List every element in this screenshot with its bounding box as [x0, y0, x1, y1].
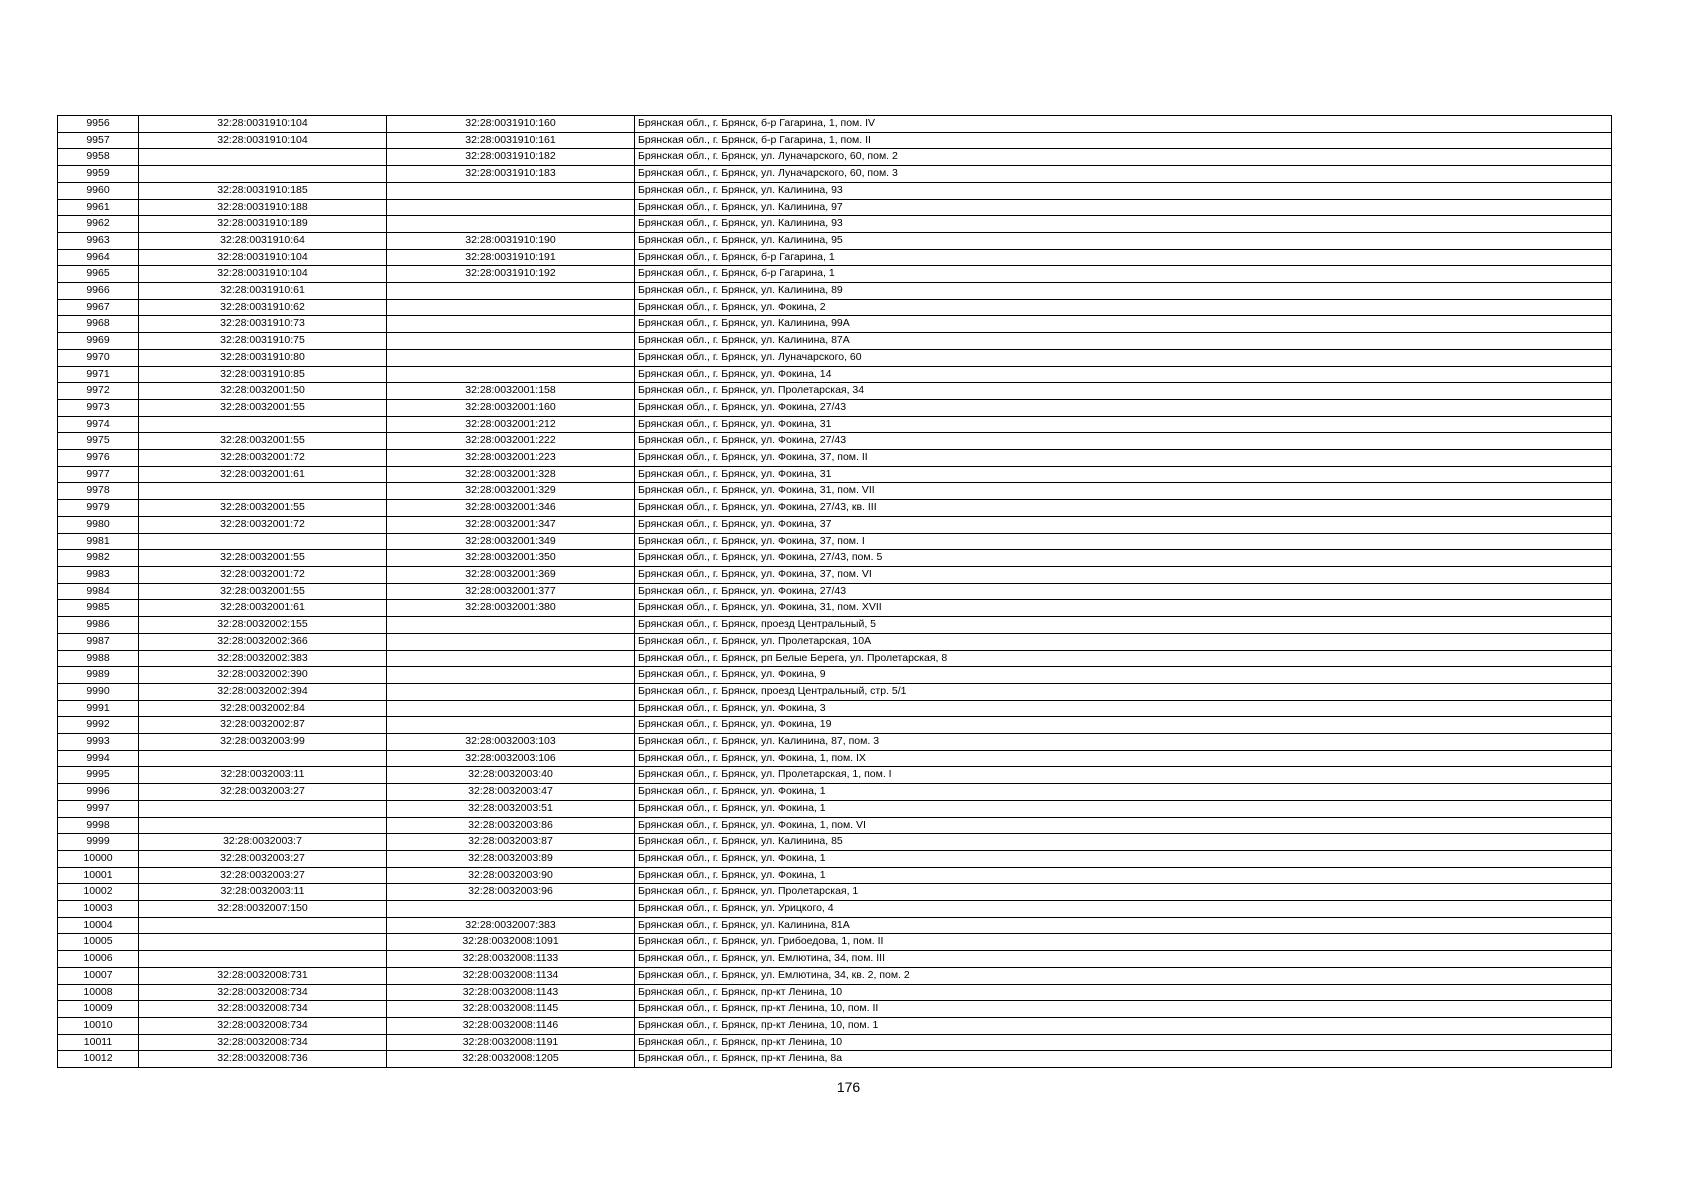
table-row	[58, 650, 1612, 667]
table-row	[58, 633, 1612, 650]
table-row	[58, 1034, 1612, 1051]
address-cell: Брянская обл., г. Брянск, ул. Калинина, 87, пом. 3	[635, 734, 1612, 751]
table-row	[58, 901, 1612, 918]
row-number-cell: 10000	[58, 850, 139, 867]
table-row	[58, 316, 1612, 333]
table-row	[58, 383, 1612, 400]
row-number-cell: 9958	[58, 149, 139, 166]
parcel-number-cell: 32:28:0032002:366	[139, 633, 387, 650]
address-cell: Брянская обл., г. Брянск, ул. Фокина, 1	[635, 784, 1612, 801]
address-cell: Брянская обл., г. Брянск, ул. Фокина, 3	[635, 700, 1612, 717]
address-cell: Брянская обл., г. Брянск, ул. Луначарского, 60	[635, 349, 1612, 366]
address-cell: Брянская обл., г. Брянск, пр-кт Ленина, 10, пом. II	[635, 1001, 1612, 1018]
row-number-cell: 10009	[58, 1001, 139, 1018]
row-number-cell: 10002	[58, 884, 139, 901]
object-number-cell: 32:28:0031910:183	[387, 166, 635, 183]
address-cell: Брянская обл., г. Брянск, ул. Фокина, 1	[635, 850, 1612, 867]
address-cell: Брянская обл., г. Брянск, ул. Фокина, 1	[635, 867, 1612, 884]
address-cell: Брянская обл., г. Брянск, ул. Фокина, 27/43	[635, 583, 1612, 600]
parcel-number-cell: 32:28:0032001:50	[139, 383, 387, 400]
object-number-cell: 32:28:0032008:1091	[387, 934, 635, 951]
object-number-cell: 32:28:0032008:1205	[387, 1051, 635, 1068]
table-row	[58, 232, 1612, 249]
row-number-cell: 9978	[58, 483, 139, 500]
address-cell: Брянская обл., г. Брянск, ул. Фокина, 14	[635, 366, 1612, 383]
parcel-number-cell: 32:28:0032001:61	[139, 466, 387, 483]
parcel-number-cell: 32:28:0031910:73	[139, 316, 387, 333]
address-cell: Брянская обл., г. Брянск, б-р Гагарина, 1, пом. II	[635, 132, 1612, 149]
object-number-cell: 32:28:0032003:89	[387, 850, 635, 867]
parcel-number-cell: 32:28:0032001:72	[139, 566, 387, 583]
object-number-cell: 32:28:0032001:349	[387, 533, 635, 550]
table-row	[58, 767, 1612, 784]
table-row	[58, 951, 1612, 968]
parcel-number-cell: 32:28:0032008:734	[139, 984, 387, 1001]
object-number-cell	[387, 667, 635, 684]
row-number-cell: 9956	[58, 116, 139, 133]
address-cell: Брянская обл., г. Брянск, ул. Фокина, 1	[635, 800, 1612, 817]
row-number-cell: 9975	[58, 433, 139, 450]
row-number-cell: 10011	[58, 1034, 139, 1051]
row-number-cell: 9963	[58, 232, 139, 249]
object-number-cell: 32:28:0032001:158	[387, 383, 635, 400]
row-number-cell: 9976	[58, 450, 139, 467]
address-cell: Брянская обл., г. Брянск, ул. Фокина, 1, пом. VI	[635, 817, 1612, 834]
table-row	[58, 533, 1612, 550]
parcel-number-cell: 32:28:0031910:104	[139, 249, 387, 266]
parcel-number-cell: 32:28:0032001:55	[139, 583, 387, 600]
table-row	[58, 967, 1612, 984]
row-number-cell: 9987	[58, 633, 139, 650]
table-row	[58, 1001, 1612, 1018]
table-row	[58, 516, 1612, 533]
row-number-cell: 9957	[58, 132, 139, 149]
address-cell: Брянская обл., г. Брянск, проезд Центральный, стр. 5/1	[635, 683, 1612, 700]
object-number-cell: 32:28:0032007:383	[387, 917, 635, 934]
parcel-number-cell: 32:28:0032003:27	[139, 784, 387, 801]
table-row	[58, 934, 1612, 951]
row-number-cell: 9966	[58, 283, 139, 300]
table-row	[58, 500, 1612, 517]
parcel-number-cell: 32:28:0031910:61	[139, 283, 387, 300]
object-number-cell: 32:28:0032008:1191	[387, 1034, 635, 1051]
parcel-number-cell: 32:28:0032001:55	[139, 550, 387, 567]
object-number-cell	[387, 349, 635, 366]
table-row	[58, 299, 1612, 316]
table-row	[58, 333, 1612, 350]
object-number-cell: 32:28:0032003:40	[387, 767, 635, 784]
row-number-cell: 10010	[58, 1017, 139, 1034]
object-number-cell: 32:28:0031910:190	[387, 232, 635, 249]
parcel-number-cell: 32:28:0032008:734	[139, 1001, 387, 1018]
address-cell: Брянская обл., г. Брянск, ул. Фокина, 31, пом. XVII	[635, 600, 1612, 617]
row-number-cell: 9982	[58, 550, 139, 567]
cadastral-table	[57, 115, 1612, 1068]
object-number-cell: 32:28:0032003:96	[387, 884, 635, 901]
object-number-cell: 32:28:0031910:161	[387, 132, 635, 149]
address-cell: Брянская обл., г. Брянск, ул. Фокина, 1, пом. IX	[635, 750, 1612, 767]
object-number-cell: 32:28:0031910:191	[387, 249, 635, 266]
table-row	[58, 834, 1612, 851]
parcel-number-cell	[139, 934, 387, 951]
address-cell: Брянская обл., г. Брянск, рп Белые Берега, ул. Пролетарская, 8	[635, 650, 1612, 667]
table-row	[58, 867, 1612, 884]
object-number-cell: 32:28:0032003:103	[387, 734, 635, 751]
row-number-cell: 10005	[58, 934, 139, 951]
row-number-cell: 9972	[58, 383, 139, 400]
address-cell: Брянская обл., г. Брянск, ул. Калинина, 93	[635, 216, 1612, 233]
row-number-cell: 10012	[58, 1051, 139, 1068]
row-number-cell: 9990	[58, 683, 139, 700]
table-row	[58, 583, 1612, 600]
table-row	[58, 800, 1612, 817]
object-number-cell	[387, 283, 635, 300]
object-number-cell: 32:28:0032003:90	[387, 867, 635, 884]
object-number-cell	[387, 316, 635, 333]
table-row	[58, 266, 1612, 283]
address-cell: Брянская обл., г. Брянск, ул. Калинина, 93	[635, 182, 1612, 199]
address-cell: Брянская обл., г. Брянск, ул. Пролетарская, 34	[635, 383, 1612, 400]
parcel-number-cell: 32:28:0031910:80	[139, 349, 387, 366]
row-number-cell: 9980	[58, 516, 139, 533]
parcel-number-cell: 32:28:0032001:72	[139, 516, 387, 533]
row-number-cell: 9993	[58, 734, 139, 751]
row-number-cell: 9977	[58, 466, 139, 483]
object-number-cell: 32:28:0032008:1133	[387, 951, 635, 968]
address-cell: Брянская обл., г. Брянск, ул. Фокина, 31	[635, 416, 1612, 433]
address-cell: Брянская обл., г. Брянск, б-р Гагарина, 1, пом. IV	[635, 116, 1612, 133]
object-number-cell	[387, 617, 635, 634]
parcel-number-cell: 32:28:0032008:736	[139, 1051, 387, 1068]
object-number-cell	[387, 633, 635, 650]
object-number-cell: 32:28:0032001:222	[387, 433, 635, 450]
parcel-number-cell: 32:28:0032008:734	[139, 1034, 387, 1051]
address-cell: Брянская обл., г. Брянск, ул. Луначарского, 60, пом. 3	[635, 166, 1612, 183]
table-row	[58, 366, 1612, 383]
parcel-number-cell: 32:28:0031910:62	[139, 299, 387, 316]
row-number-cell: 9964	[58, 249, 139, 266]
table-row	[58, 182, 1612, 199]
row-number-cell: 9984	[58, 583, 139, 600]
address-cell: Брянская обл., г. Брянск, ул. Фокина, 27/43	[635, 399, 1612, 416]
row-number-cell: 9969	[58, 333, 139, 350]
table-row	[58, 166, 1612, 183]
object-number-cell	[387, 333, 635, 350]
table-row	[58, 483, 1612, 500]
row-number-cell: 9983	[58, 566, 139, 583]
parcel-number-cell: 32:28:0031910:188	[139, 199, 387, 216]
address-cell: Брянская обл., г. Брянск, ул. Фокина, 31, пом. VII	[635, 483, 1612, 500]
object-number-cell: 32:28:0032001:329	[387, 483, 635, 500]
row-number-cell: 9985	[58, 600, 139, 617]
address-cell: Брянская обл., г. Брянск, ул. Пролетарская, 1, пом. I	[635, 767, 1612, 784]
address-cell: Брянская обл., г. Брянск, пр-кт Ленина, 10	[635, 984, 1612, 1001]
object-number-cell	[387, 182, 635, 199]
parcel-number-cell: 32:28:0032001:55	[139, 399, 387, 416]
object-number-cell: 32:28:0032003:51	[387, 800, 635, 817]
parcel-number-cell: 32:28:0031910:185	[139, 182, 387, 199]
address-cell: Брянская обл., г. Брянск, б-р Гагарина, 1	[635, 266, 1612, 283]
row-number-cell: 9968	[58, 316, 139, 333]
table-row	[58, 399, 1612, 416]
address-cell: Брянская обл., г. Брянск, ул. Калинина, 95	[635, 232, 1612, 249]
row-number-cell: 9967	[58, 299, 139, 316]
row-number-cell: 9959	[58, 166, 139, 183]
row-number-cell: 10007	[58, 967, 139, 984]
parcel-number-cell: 32:28:0032003:99	[139, 734, 387, 751]
row-number-cell: 9989	[58, 667, 139, 684]
parcel-number-cell: 32:28:0032007:150	[139, 901, 387, 918]
object-number-cell: 32:28:0032003:47	[387, 784, 635, 801]
row-number-cell: 9974	[58, 416, 139, 433]
object-number-cell: 32:28:0032003:86	[387, 817, 635, 834]
object-number-cell: 32:28:0032001:350	[387, 550, 635, 567]
object-number-cell: 32:28:0031910:160	[387, 116, 635, 133]
object-number-cell: 32:28:0032008:1134	[387, 967, 635, 984]
address-cell: Брянская обл., г. Брянск, пр-кт Ленина, 10, пом. 1	[635, 1017, 1612, 1034]
address-cell: Брянская обл., г. Брянск, ул. Грибоедова, 1, пом. II	[635, 934, 1612, 951]
table-row	[58, 450, 1612, 467]
address-cell: Брянская обл., г. Брянск, ул. Фокина, 27/43	[635, 433, 1612, 450]
address-cell: Брянская обл., г. Брянск, ул. Фокина, 37, пом. VI	[635, 566, 1612, 583]
row-number-cell: 9998	[58, 817, 139, 834]
table-row	[58, 566, 1612, 583]
parcel-number-cell: 32:28:0032001:72	[139, 450, 387, 467]
parcel-number-cell	[139, 750, 387, 767]
parcel-number-cell: 32:28:0032002:394	[139, 683, 387, 700]
address-cell: Брянская обл., г. Брянск, ул. Емлютина, 34, кв. 2, пом. 2	[635, 967, 1612, 984]
parcel-number-cell: 32:28:0032008:731	[139, 967, 387, 984]
parcel-number-cell: 32:28:0032002:87	[139, 717, 387, 734]
object-number-cell: 32:28:0032001:328	[387, 466, 635, 483]
parcel-number-cell: 32:28:0032002:390	[139, 667, 387, 684]
table-row	[58, 1017, 1612, 1034]
parcel-number-cell: 32:28:0031910:189	[139, 216, 387, 233]
parcel-number-cell	[139, 483, 387, 500]
row-number-cell: 10003	[58, 901, 139, 918]
address-cell: Брянская обл., г. Брянск, ул. Фокина, 9	[635, 667, 1612, 684]
row-number-cell: 9961	[58, 199, 139, 216]
address-cell: Брянская обл., г. Брянск, пр-кт Ленина, 8а	[635, 1051, 1612, 1068]
object-number-cell: 32:28:0032001:160	[387, 399, 635, 416]
address-cell: Брянская обл., г. Брянск, ул. Пролетарская, 10А	[635, 633, 1612, 650]
parcel-number-cell: 32:28:0031910:104	[139, 116, 387, 133]
row-number-cell: 9979	[58, 500, 139, 517]
row-number-cell: 9965	[58, 266, 139, 283]
row-number-cell: 9981	[58, 533, 139, 550]
address-cell: Брянская обл., г. Брянск, ул. Урицкого, 4	[635, 901, 1612, 918]
row-number-cell: 9962	[58, 216, 139, 233]
table-row	[58, 149, 1612, 166]
address-cell: Брянская обл., г. Брянск, б-р Гагарина, 1	[635, 249, 1612, 266]
address-cell: Брянская обл., г. Брянск, пр-кт Ленина, 10	[635, 1034, 1612, 1051]
object-number-cell: 32:28:0032001:346	[387, 500, 635, 517]
row-number-cell: 10004	[58, 917, 139, 934]
parcel-number-cell	[139, 416, 387, 433]
row-number-cell: 9991	[58, 700, 139, 717]
table-row	[58, 784, 1612, 801]
address-cell: Брянская обл., г. Брянск, ул. Емлютина, 34, пом. III	[635, 951, 1612, 968]
parcel-number-cell: 32:28:0032001:55	[139, 433, 387, 450]
row-number-cell: 9973	[58, 399, 139, 416]
object-number-cell: 32:28:0032001:369	[387, 566, 635, 583]
parcel-number-cell: 32:28:0032002:155	[139, 617, 387, 634]
table-row	[58, 700, 1612, 717]
row-number-cell: 9994	[58, 750, 139, 767]
object-number-cell	[387, 366, 635, 383]
parcel-number-cell	[139, 800, 387, 817]
object-number-cell: 32:28:0032001:380	[387, 600, 635, 617]
row-number-cell: 9999	[58, 834, 139, 851]
parcel-number-cell: 32:28:0032003:7	[139, 834, 387, 851]
row-number-cell: 9988	[58, 650, 139, 667]
object-number-cell: 32:28:0031910:182	[387, 149, 635, 166]
table-row	[58, 617, 1612, 634]
row-number-cell: 10008	[58, 984, 139, 1001]
row-number-cell: 9970	[58, 349, 139, 366]
table-row	[58, 850, 1612, 867]
table-row	[58, 116, 1612, 133]
parcel-number-cell: 32:28:0031910:104	[139, 266, 387, 283]
address-cell: Брянская обл., г. Брянск, ул. Фокина, 37	[635, 516, 1612, 533]
table-row	[58, 683, 1612, 700]
parcel-number-cell: 32:28:0032002:84	[139, 700, 387, 717]
address-cell: Брянская обл., г. Брянск, ул. Фокина, 37, пом. I	[635, 533, 1612, 550]
address-cell: Брянская обл., г. Брянск, ул. Калинина, 97	[635, 199, 1612, 216]
parcel-number-cell	[139, 533, 387, 550]
object-number-cell: 32:28:0032008:1146	[387, 1017, 635, 1034]
row-number-cell: 10006	[58, 951, 139, 968]
table-row	[58, 283, 1612, 300]
row-number-cell: 9971	[58, 366, 139, 383]
table-row	[58, 199, 1612, 216]
parcel-number-cell: 32:28:0031910:75	[139, 333, 387, 350]
address-cell: Брянская обл., г. Брянск, ул. Калинина, 87А	[635, 333, 1612, 350]
table-row	[58, 734, 1612, 751]
address-cell: Брянская обл., г. Брянск, ул. Калинина, 89	[635, 283, 1612, 300]
row-number-cell: 9960	[58, 182, 139, 199]
table-row	[58, 1051, 1612, 1068]
parcel-number-cell: 32:28:0032002:383	[139, 650, 387, 667]
table-body	[58, 116, 1612, 1068]
row-number-cell: 9995	[58, 767, 139, 784]
object-number-cell	[387, 717, 635, 734]
table-row	[58, 817, 1612, 834]
address-cell: Брянская обл., г. Брянск, ул. Фокина, 31	[635, 466, 1612, 483]
object-number-cell: 32:28:0031910:192	[387, 266, 635, 283]
table-row	[58, 884, 1612, 901]
object-number-cell	[387, 700, 635, 717]
row-number-cell: 9986	[58, 617, 139, 634]
address-cell: Брянская обл., г. Брянск, ул. Пролетарская, 1	[635, 884, 1612, 901]
object-number-cell: 32:28:0032008:1145	[387, 1001, 635, 1018]
parcel-number-cell	[139, 917, 387, 934]
table-row	[58, 667, 1612, 684]
table-row	[58, 717, 1612, 734]
parcel-number-cell: 32:28:0031910:64	[139, 232, 387, 249]
object-number-cell: 32:28:0032001:223	[387, 450, 635, 467]
table-row	[58, 550, 1612, 567]
address-cell: Брянская обл., г. Брянск, ул. Фокина, 37, пом. II	[635, 450, 1612, 467]
address-cell: Брянская обл., г. Брянск, проезд Центральный, 5	[635, 617, 1612, 634]
parcel-number-cell: 32:28:0032001:61	[139, 600, 387, 617]
parcel-number-cell: 32:28:0032001:55	[139, 500, 387, 517]
table-row	[58, 349, 1612, 366]
object-number-cell	[387, 299, 635, 316]
address-cell: Брянская обл., г. Брянск, ул. Фокина, 19	[635, 717, 1612, 734]
object-number-cell	[387, 650, 635, 667]
address-cell: Брянская обл., г. Брянск, ул. Фокина, 27/43, кв. III	[635, 500, 1612, 517]
parcel-number-cell: 32:28:0032003:11	[139, 884, 387, 901]
parcel-number-cell	[139, 817, 387, 834]
parcel-number-cell: 32:28:0032003:11	[139, 767, 387, 784]
object-number-cell: 32:28:0032001:347	[387, 516, 635, 533]
object-number-cell: 32:28:0032001:212	[387, 416, 635, 433]
parcel-number-cell	[139, 166, 387, 183]
table-row	[58, 433, 1612, 450]
table-row	[58, 466, 1612, 483]
table-row	[58, 600, 1612, 617]
row-number-cell: 9992	[58, 717, 139, 734]
table-row	[58, 416, 1612, 433]
object-number-cell	[387, 901, 635, 918]
parcel-number-cell: 32:28:0031910:104	[139, 132, 387, 149]
object-number-cell	[387, 683, 635, 700]
row-number-cell: 10001	[58, 867, 139, 884]
parcel-number-cell: 32:28:0032003:27	[139, 867, 387, 884]
parcel-number-cell: 32:28:0032008:734	[139, 1017, 387, 1034]
table-row	[58, 249, 1612, 266]
address-cell: Брянская обл., г. Брянск, ул. Калинина, 81А	[635, 917, 1612, 934]
table-row	[58, 750, 1612, 767]
table-row	[58, 216, 1612, 233]
parcel-number-cell: 32:28:0032003:27	[139, 850, 387, 867]
object-number-cell: 32:28:0032003:106	[387, 750, 635, 767]
address-cell: Брянская обл., г. Брянск, ул. Калинина, 85	[635, 834, 1612, 851]
row-number-cell: 9996	[58, 784, 139, 801]
address-cell: Брянская обл., г. Брянск, ул. Луначарского, 60, пом. 2	[635, 149, 1612, 166]
table-row	[58, 917, 1612, 934]
page-number: 176	[836, 1079, 861, 1095]
parcel-number-cell	[139, 149, 387, 166]
object-number-cell: 32:28:0032001:377	[387, 583, 635, 600]
address-cell: Брянская обл., г. Брянск, ул. Фокина, 27/43, пом. 5	[635, 550, 1612, 567]
parcel-number-cell: 32:28:0031910:85	[139, 366, 387, 383]
row-number-cell: 9997	[58, 800, 139, 817]
object-number-cell	[387, 199, 635, 216]
object-number-cell: 32:28:0032003:87	[387, 834, 635, 851]
parcel-number-cell	[139, 951, 387, 968]
object-number-cell	[387, 216, 635, 233]
object-number-cell: 32:28:0032008:1143	[387, 984, 635, 1001]
table-row	[58, 132, 1612, 149]
address-cell: Брянская обл., г. Брянск, ул. Калинина, 99А	[635, 316, 1612, 333]
table-row	[58, 984, 1612, 1001]
address-cell: Брянская обл., г. Брянск, ул. Фокина, 2	[635, 299, 1612, 316]
